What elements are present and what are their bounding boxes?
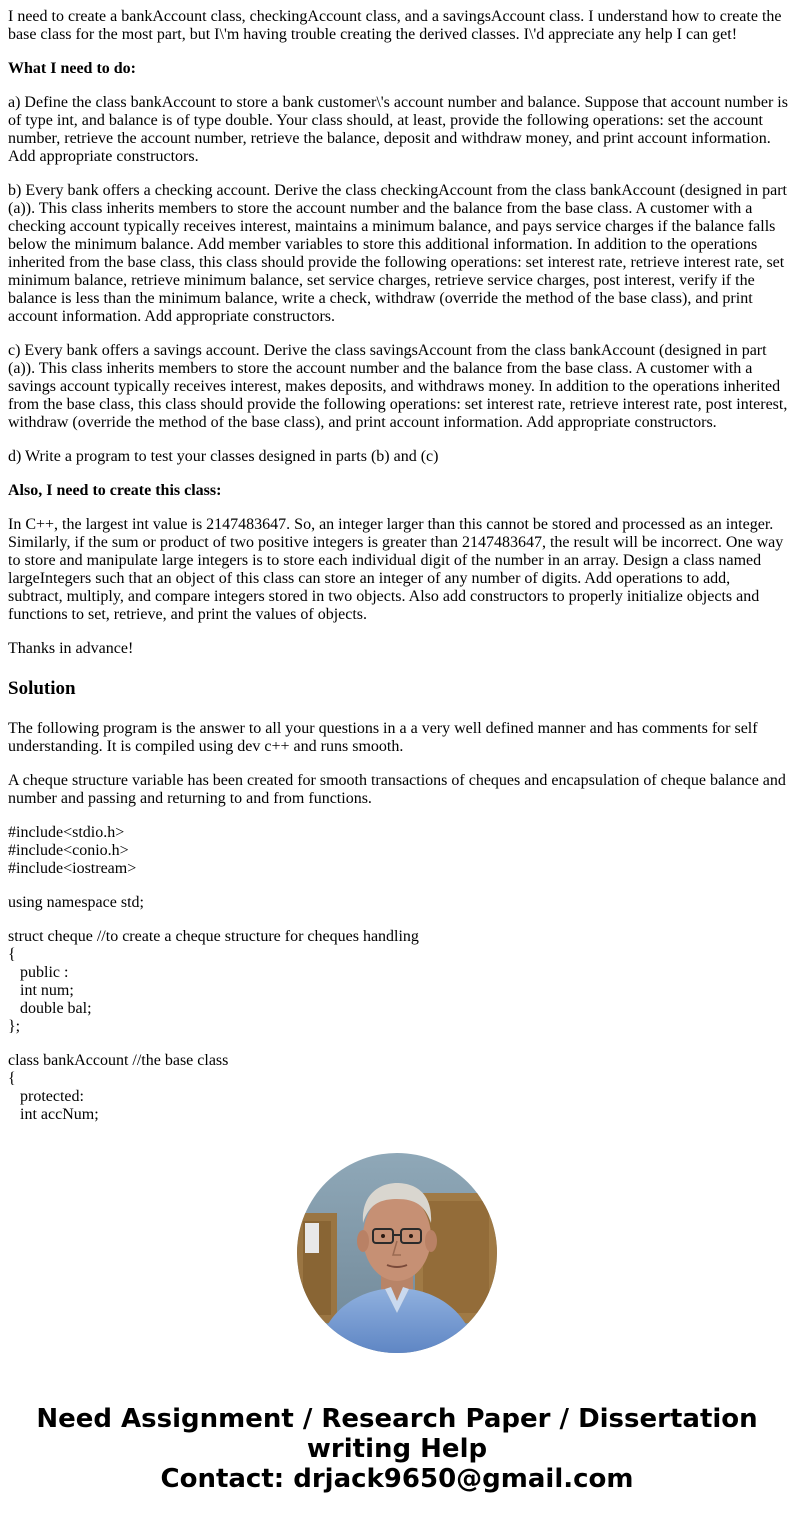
part-d: d) Write a program to test your classes designed in parts (b) and (c) (8, 448, 439, 465)
code-line: double bal; (20, 1000, 92, 1017)
code-line: { (8, 946, 16, 963)
code-line: class bankAccount //the base class (8, 1052, 229, 1069)
what-heading: What I need to do: (8, 60, 137, 77)
solution-para-2: A cheque structure variable has been created for smooth transactions of cheques and encapsulation of cheque balance and number and passing and returning to and from functions. (8, 772, 786, 807)
code-line: public : (20, 964, 69, 981)
includes-block (8, 824, 788, 878)
solution-para-1: The following program is the answer to all your questions in a a very well defined manner and has comments for self understanding. It is compiled using dev c++ and runs smooth. (8, 720, 758, 755)
code-line: int accNum; (20, 1106, 99, 1123)
part-b: b) Every bank offers a checking account. Derive the class checkingAccount from the class bankAccount (designed in part (a)). This class inherits members to store the account number and the balance from the base class. A customer with a checking account typically receives interest, maintains a minimum balance, and pays service charges if the balance falls below the minimum balance. Add member variables to store this additional information. In addition to the operations inherited from the base class, this class should provide the following operations: set interest rate, retrieve interest rate, set minimum balance, retrieve minimum balance, set service charges, retrieve service charges, post interest, verify if the balance is less than the minimum balance, write a check, withdraw (override the method of the base class), and print account information. Add appropriate constructors. (8, 182, 787, 325)
part-c: c) Every bank offers a savings account. Derive the class savingsAccount from the class bankAccount (designed in part (a)). This class inherits members to store the account number and the balance from the base class. A customer with a savings account typically receives interest, makes deposits, and withdraws money. In addition to the operations inherited from the base class, this class should provide the following operations: set interest rate, retrieve interest rate, post interest, withdraw (override the method of the base class), and print account information. Add appropriate constructors. (8, 342, 788, 431)
also-heading: Also, I need to create this class: (8, 482, 222, 499)
code-line: #include<conio.h> (8, 842, 129, 859)
code-line: struct cheque //to create a cheque structure for cheques handling (8, 928, 419, 945)
avatar (297, 1153, 497, 1353)
question-intro: I need to create a bankAccount class, checkingAccount class, and a savingsAccount class. I understand how to create the base class for the most part, but I\'m having trouble creating the derived classes. I\'d appreciate any help I can get! (8, 8, 782, 43)
footer-line-2: writing Help (306, 1434, 488, 1464)
using-block (8, 894, 788, 912)
footer-contact: Contact: drjack9650@gmail.com (160, 1464, 634, 1494)
question-content (8, 8, 788, 1140)
class-block (8, 1052, 788, 1124)
code-line: protected: (20, 1088, 84, 1105)
code-line: }; (8, 1018, 21, 1035)
code-line: #include<stdio.h> (8, 824, 125, 841)
struct-block (8, 928, 788, 1036)
footer-line-1: Need Assignment / Research Paper / Dissertation (36, 1404, 758, 1434)
avatar-photo (297, 1153, 497, 1353)
large-integers-paragraph: In C++, the largest int value is 2147483647. So, an integer larger than this cannot be stored and processed as an integer. Similarly, if the sum or product of two positive integers is greater than 2147483647, the result will be incorrect. One way to store and manipulate large integers is to store each individual digit of the number in an array. Design a class named largeIntegers such that an object of this class can store an integer of any number of digits. Add operations to add, subtract, multiply, and compare integers stored in two objects. Also add constructors to properly initialize objects and functions to set, retrieve, and print the values of objects. (8, 516, 784, 623)
code-line: using namespace std; (8, 894, 144, 911)
thanks-text: Thanks in advance! (8, 640, 134, 657)
code-line: { (8, 1070, 16, 1087)
code-line: int num; (20, 982, 74, 999)
footer-banner (0, 1404, 794, 1494)
solution-heading: Solution (8, 678, 76, 699)
part-a: a) Define the class bankAccount to store a bank customer\'s account number and balance. Suppose that account number is of type int, and balance is of type double. Your class should, at least, provide the following operations: set the account number, retrieve the account number, retrieve the balance, deposit and withdraw money, and print account information. Add appropriate constructors. (8, 94, 788, 165)
code-line: #include<iostream> (8, 860, 137, 877)
